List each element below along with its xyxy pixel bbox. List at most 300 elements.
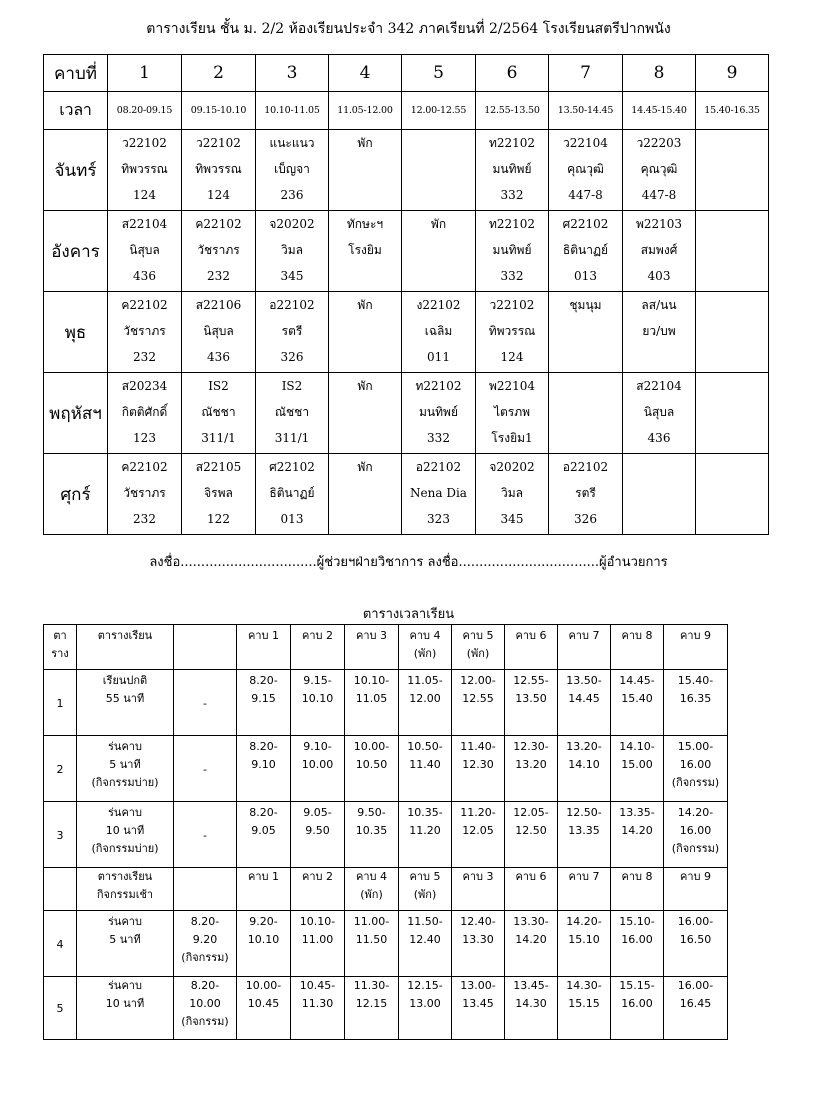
- bell-time-text: 9.05-: [303, 806, 332, 819]
- period-number: 6: [476, 55, 549, 92]
- time-slot: 10.10-11.05: [256, 92, 329, 130]
- time-slot: 12.55-13.50: [476, 92, 549, 130]
- bell-header-text: ราง: [51, 647, 69, 660]
- class-cell: [182, 454, 256, 535]
- bell-time-cell: [452, 670, 505, 736]
- class-cell-line: มนทิพย์: [492, 162, 532, 176]
- bell-time-cell: [664, 977, 728, 1040]
- bell-time-text: 15.00: [621, 758, 653, 771]
- bell-header-text: คาบ 6: [515, 870, 547, 883]
- bell-header-no: [44, 868, 77, 911]
- bell-time-text: 14.20: [621, 824, 653, 837]
- class-cell: [402, 211, 476, 292]
- class-cell-line: ท22102: [415, 379, 462, 393]
- bell-time-cell: [558, 911, 611, 977]
- class-cell-line: คุณวุฒิ: [567, 162, 604, 176]
- bell-time-text: 9.10-: [303, 740, 332, 753]
- class-cell-line: 311/1: [274, 431, 310, 445]
- bell-header-text: คาบ 2: [301, 629, 333, 642]
- bell-row-label: [77, 977, 174, 1040]
- class-cell-line: อ22102: [269, 298, 315, 312]
- class-cell: [329, 292, 402, 373]
- bell-label-text: ร่นคาบ: [108, 806, 142, 819]
- bell-period-header: [291, 625, 345, 670]
- class-cell: [476, 454, 549, 535]
- bell-time-text: 13.00: [409, 997, 441, 1010]
- time-slot: 13.50-14.45: [549, 92, 623, 130]
- class-cell: [256, 373, 329, 454]
- bell-header-text: คาบ 1: [247, 629, 279, 642]
- class-cell-line: ทักษะฯ: [346, 217, 384, 231]
- class-cell-line: ไตรภพ: [493, 405, 531, 419]
- day-row: [44, 454, 769, 535]
- bell-time-text: 12.05: [462, 824, 494, 837]
- time-row: [44, 92, 769, 130]
- bell-time-cell: [664, 670, 728, 736]
- class-cell-line: 436: [133, 269, 156, 283]
- bell-time-text: 8.20-: [249, 740, 278, 753]
- day-row: [44, 130, 769, 211]
- class-cell: [623, 130, 696, 211]
- bell-time-text: 13.50: [515, 692, 547, 705]
- bell-time-text: 10.50: [355, 758, 388, 771]
- bell-period-header: [237, 625, 291, 670]
- class-cell-line: 447-8: [568, 188, 603, 202]
- class-cell-line: 311/1: [201, 431, 236, 445]
- bell-period-header: [611, 625, 664, 670]
- class-cell-line: ส22104: [121, 217, 168, 231]
- bell-time-cell: [345, 911, 399, 977]
- bell-time-text: 14.45: [568, 692, 600, 705]
- bell-row-extra: [174, 977, 237, 1040]
- bell-row-no: 3: [44, 802, 77, 868]
- bell-time-cell: [505, 670, 558, 736]
- class-cell-line: ณัชชา: [274, 405, 310, 419]
- bell-time-text: 12.15: [355, 997, 388, 1010]
- bell-time-text: 12.15-: [407, 979, 443, 992]
- bell-time-text: 11.40-: [460, 740, 496, 753]
- bell-time-text: 10.00: [189, 997, 221, 1010]
- signature-line: ลงชื่อ.................................ผู้ช่วยฯฝ่ายวิชาการ ลงชื่อ..................................ผู้อำนวยการ: [149, 555, 668, 570]
- bell-time-cell: [611, 977, 664, 1040]
- bell-period-header: [664, 625, 728, 670]
- class-cell: [256, 454, 329, 535]
- class-cell-line: 323: [427, 512, 450, 526]
- bell-time-cell: [291, 802, 345, 868]
- class-cell-line: สมพงศ์: [640, 243, 678, 257]
- bell-time-cell: [505, 911, 558, 977]
- bell-row-no: 5: [44, 977, 77, 1040]
- bell-time-text: 16.00: [679, 824, 712, 837]
- bell-time-text: 9.50-: [357, 806, 386, 819]
- class-cell-line: ว22102: [122, 136, 167, 150]
- bell-time-text: 13.20: [515, 758, 547, 771]
- bell-time-text: (กิจกรรม): [671, 842, 720, 855]
- class-cell-line: 124: [500, 350, 524, 364]
- class-cell-line: 236: [280, 188, 304, 202]
- bell-row: [44, 977, 728, 1040]
- day-name: จันทร์: [44, 130, 108, 211]
- class-cell-line: ทิพวรรณ: [195, 162, 242, 176]
- bell-label-text: เรียนปกติ: [102, 674, 148, 687]
- class-cell: [696, 373, 769, 454]
- class-cell-line: จิรพล: [204, 486, 233, 500]
- day-row: [44, 211, 769, 292]
- bell-period-header: [452, 625, 505, 670]
- bell-time-text: 13.45: [462, 997, 494, 1010]
- class-cell-line: จ20202: [489, 460, 535, 474]
- bell-time-text: 16.00-: [677, 915, 714, 928]
- bell-row-no: 1: [44, 670, 77, 736]
- bell-time-text: 13.45-: [513, 979, 549, 992]
- bell-time-text: 14.20-: [677, 806, 714, 819]
- bell-time-cell: [345, 977, 399, 1040]
- class-cell-line: 124: [133, 188, 156, 202]
- bell-time-cell: [452, 802, 505, 868]
- class-cell-line: Nena Dia: [410, 486, 467, 500]
- period-number: 1: [108, 55, 182, 92]
- class-cell-line: 232: [133, 350, 156, 364]
- bell-time-text: 11.30-: [353, 979, 390, 992]
- class-cell: [256, 211, 329, 292]
- bell-row: [44, 802, 728, 868]
- bell-time-cell: [291, 670, 345, 736]
- time-slot: 08.20-09.15: [108, 92, 182, 130]
- bell-time-cell: [399, 802, 452, 868]
- bell-label-text: 5 นาที: [109, 758, 141, 771]
- class-cell-line: พ22103: [635, 217, 683, 231]
- bell-time-text: 15.40-: [677, 674, 714, 687]
- bell-time-text: 8.20-: [190, 915, 220, 928]
- class-cell: [549, 373, 623, 454]
- bell-header-text: คาบ 8: [621, 870, 653, 883]
- bell-time-text: 13.20-: [566, 740, 602, 753]
- bell-time-text: 12.50-: [566, 806, 602, 819]
- time-slot: 11.05-12.00: [329, 92, 402, 130]
- bell-period-header: [505, 868, 558, 911]
- class-cell-line: ศ22102: [562, 217, 609, 231]
- bell-header-text: ตารางเรียน: [97, 870, 153, 883]
- bell-time-text: 10.50-: [407, 740, 443, 753]
- bell-schedule-title: ตารางเวลาเรียน: [362, 607, 455, 622]
- bell-row: [44, 670, 728, 736]
- bell-label-text: (กิจกรรมบ่าย): [91, 776, 159, 789]
- bell-time-cell: [505, 802, 558, 868]
- bell-time-text: 10.10-: [299, 915, 336, 928]
- bell-period-header: [291, 868, 345, 911]
- class-cell-line: ท22102: [488, 136, 536, 150]
- bell-time-text: 10.10: [247, 933, 280, 946]
- bell-time-text: 14.30: [515, 997, 547, 1010]
- bell-header-text: คาบ 9: [679, 870, 711, 883]
- class-cell-line: 403: [647, 269, 671, 283]
- class-cell: [402, 373, 476, 454]
- bell-header-text: คาบ 1: [247, 870, 279, 883]
- period-number: 4: [329, 55, 402, 92]
- bell-time-text: 16.00: [621, 933, 653, 946]
- class-cell-line: มนทิพย์: [492, 243, 532, 257]
- class-cell: [329, 130, 402, 211]
- class-cell-line: วัชราภร: [123, 324, 166, 338]
- class-cell-line: รตรี: [281, 324, 303, 338]
- bell-time-cell: [291, 911, 345, 977]
- bell-period-header: [558, 868, 611, 911]
- class-cell-line: ว22203: [636, 136, 682, 150]
- bell-time-cell: [558, 670, 611, 736]
- class-cell-line: 123: [133, 431, 156, 445]
- bell-time-text: 9.15: [251, 692, 276, 705]
- bell-time-text: 15.10-: [619, 915, 655, 928]
- class-cell: [182, 373, 256, 454]
- bell-time-text: 15.15-: [619, 979, 655, 992]
- class-cell-line: IS2: [208, 379, 229, 393]
- bell-time-text: 12.30-: [513, 740, 549, 753]
- bell-schedule-table: [43, 624, 728, 1040]
- bell-time-cell: [505, 977, 558, 1040]
- bell-time-text: (กิจกรรม): [181, 951, 229, 964]
- class-cell-line: 326: [280, 350, 304, 364]
- class-cell-line: ทิพวรรณ: [488, 324, 536, 338]
- bell-header-text: ตารางเรียน: [97, 629, 153, 642]
- day-row: [44, 292, 769, 373]
- class-cell: [329, 454, 402, 535]
- class-cell-line: ส22106: [195, 298, 242, 312]
- period-header-row: [44, 55, 769, 92]
- class-cell: [402, 292, 476, 373]
- bell-time-text: 14.10-: [619, 740, 655, 753]
- bell-time-text: 9.50: [305, 824, 330, 837]
- bell-time-text: 10.35-: [407, 806, 443, 819]
- bell-time-text: 12.40: [409, 933, 441, 946]
- bell-header-text: (พัก): [466, 647, 490, 660]
- class-cell-line: อ22102: [415, 460, 462, 474]
- bell-time-cell: [452, 736, 505, 802]
- bell-header-label: [77, 625, 174, 670]
- bell-time-cell: [345, 670, 399, 736]
- bell-time-text: 11.20-: [460, 806, 496, 819]
- class-cell-line: 326: [574, 512, 597, 526]
- bell-time-text: 15.10: [568, 933, 600, 946]
- class-cell: [182, 292, 256, 373]
- bell-header-text: คาบ 6: [515, 629, 547, 642]
- bell-time-text: 15.40: [621, 692, 653, 705]
- bell-time-text: 16.35: [679, 692, 712, 705]
- bell-time-cell: [291, 977, 345, 1040]
- bell-time-text: 11.00-: [353, 915, 390, 928]
- bell-time-text: 16.50: [679, 933, 712, 946]
- bell-time-text: 11.05-: [407, 674, 443, 687]
- bell-row-label: [77, 670, 174, 736]
- bell-time-text: 11.05: [355, 692, 388, 705]
- class-cell-line: ธิตินาฏย์: [269, 486, 315, 500]
- class-cell-line: ว22102: [196, 136, 241, 150]
- bell-row: [44, 736, 728, 802]
- bell-time-text: 11.40: [409, 758, 441, 771]
- bell-time-text: 13.00-: [460, 979, 496, 992]
- bell-time-cell: [399, 736, 452, 802]
- class-cell-line: 013: [280, 512, 304, 526]
- bell-row-extra: -: [174, 670, 237, 736]
- class-cell: [623, 211, 696, 292]
- bell-label-text: (กิจกรรมบ่าย): [91, 842, 159, 855]
- class-cell-line: 332: [500, 269, 524, 283]
- bell-time-cell: [505, 736, 558, 802]
- bell-header-text: คาบ 4: [409, 629, 441, 642]
- class-cell-line: โรงยิม: [348, 243, 382, 257]
- day-row: [44, 373, 769, 454]
- bell-period-header: [611, 868, 664, 911]
- bell-row-label: [77, 802, 174, 868]
- bell-time-cell: [664, 802, 728, 868]
- class-cell: [256, 130, 329, 211]
- bell-time-cell: [237, 911, 291, 977]
- day-name: ศุกร์: [44, 454, 108, 535]
- bell-time-text: 15.15: [568, 997, 600, 1010]
- class-cell: [696, 211, 769, 292]
- bell-time-text: 11.50-: [407, 915, 443, 928]
- class-cell: [696, 292, 769, 373]
- bell-label-text: ร่นคาบ: [108, 979, 142, 992]
- class-cell-line: นิสุบล: [643, 405, 675, 419]
- bell-period-header: [399, 625, 452, 670]
- bell-period-header: [345, 868, 399, 911]
- bell-time-text: (กิจกรรม): [671, 776, 720, 789]
- class-cell-line: วิมล: [500, 486, 523, 500]
- class-cell: [549, 130, 623, 211]
- class-cell: [402, 130, 476, 211]
- class-cell: [696, 130, 769, 211]
- bell-header-text: (พัก): [413, 647, 437, 660]
- class-cell-line: ค22102: [121, 460, 168, 474]
- time-slot: 09.15-10.10: [182, 92, 256, 130]
- class-cell: [108, 454, 182, 535]
- bell-label-text: 10 นาที: [105, 824, 145, 837]
- bell-time-text: 13.35-: [619, 806, 655, 819]
- class-cell: [476, 130, 549, 211]
- bell-header-text: คาบ 2: [301, 870, 333, 883]
- class-cell-line: วัชราภร: [123, 486, 166, 500]
- bell-period-header: [399, 868, 452, 911]
- bell-header-text: คาบ 7: [568, 629, 600, 642]
- bell-time-text: 12.00: [409, 692, 441, 705]
- bell-header-text: คาบ 4: [355, 870, 387, 883]
- class-cell-line: ลส/นน: [641, 298, 677, 312]
- bell-label-text: 55 นาที: [105, 692, 145, 705]
- day-name: พฤหัสฯ: [44, 373, 108, 454]
- bell-period-header: [237, 868, 291, 911]
- bell-time-text: 8.20-: [249, 806, 278, 819]
- bell-header-row: [44, 625, 728, 670]
- bell-header-text: คาบ 3: [355, 629, 387, 642]
- class-cell: [108, 292, 182, 373]
- day-name: อังคาร: [44, 211, 108, 292]
- bell-time-cell: [237, 670, 291, 736]
- period-number: 9: [696, 55, 769, 92]
- class-cell-line: โรงยิม1: [491, 431, 533, 445]
- bell-time-text: 10.10-: [353, 674, 390, 687]
- class-cell-line: ว22102: [489, 298, 535, 312]
- bell-row-no: 4: [44, 911, 77, 977]
- bell-header-extra: [174, 625, 237, 670]
- class-cell-line: 124: [207, 188, 230, 202]
- class-cell: [329, 373, 402, 454]
- page-title: ตารางเรียน ชั้น ม. 2/2 ห้องเรียนประจำ 342 ภาคเรียนที่ 2/2564 โรงเรียนสตรีปากพนัง: [146, 21, 671, 37]
- class-cell-line: 436: [207, 350, 230, 364]
- class-cell-line: ชุมนุม: [569, 298, 602, 312]
- bell-time-cell: [611, 802, 664, 868]
- class-cell-line: IS2: [281, 379, 303, 393]
- bell-time-cell: [611, 670, 664, 736]
- class-cell-line: มนทิพย์: [419, 405, 458, 419]
- class-cell: [623, 454, 696, 535]
- class-cell-line: คุณวุฒิ: [640, 162, 678, 176]
- bell-period-header: [345, 625, 399, 670]
- class-cell-line: 232: [133, 512, 156, 526]
- bell-time-cell: [237, 736, 291, 802]
- bell-time-cell: [237, 802, 291, 868]
- bell-time-text: 12.00-: [460, 674, 496, 687]
- class-cell-line: 345: [280, 269, 304, 283]
- class-cell-line: วิมล: [280, 243, 303, 257]
- class-cell-line: วัชราภร: [197, 243, 240, 257]
- class-cell: [402, 454, 476, 535]
- bell-period-header: [452, 868, 505, 911]
- bell-header-extra: [174, 868, 237, 911]
- class-cell: [476, 292, 549, 373]
- class-cell-line: ศ22102: [269, 460, 315, 474]
- period-header-label: คาบที่: [44, 55, 108, 92]
- bell-header-row: [44, 868, 728, 911]
- period-number: 2: [182, 55, 256, 92]
- bell-time-cell: [558, 736, 611, 802]
- class-cell-line: พัก: [357, 136, 373, 150]
- class-cell-line: 332: [427, 431, 450, 445]
- bell-time-text: 13.35: [568, 824, 600, 837]
- bell-time-text: 14.20-: [566, 915, 602, 928]
- class-cell-line: ทิพวรรณ: [121, 162, 168, 176]
- class-cell: [182, 130, 256, 211]
- bell-row-label: [77, 736, 174, 802]
- bell-row-extra: -: [174, 802, 237, 868]
- bell-time-text: 12.30: [462, 758, 494, 771]
- bell-header-text: คาบ 5: [409, 870, 441, 883]
- class-cell-line: ง22102: [416, 298, 461, 312]
- bell-time-text: (กิจกรรม): [181, 1015, 229, 1028]
- bell-header-text: คาบ 8: [621, 629, 653, 642]
- bell-time-text: 11.30: [301, 997, 334, 1010]
- bell-time-text: 13.30: [462, 933, 494, 946]
- bell-header-text: คาบ 5: [462, 629, 494, 642]
- bell-time-cell: [558, 977, 611, 1040]
- class-cell-line: 013: [574, 269, 597, 283]
- time-label: เวลา: [44, 92, 108, 130]
- bell-label-text: ร่นคาบ: [108, 740, 142, 753]
- bell-time-text: 16.00-: [677, 979, 714, 992]
- bell-time-text: 10.45-: [299, 979, 336, 992]
- time-slot: 12.00-12.55: [402, 92, 476, 130]
- bell-time-text: 13.30-: [513, 915, 549, 928]
- class-cell-line: 332: [500, 188, 524, 202]
- class-cell-line: ส20234: [121, 379, 168, 393]
- bell-row-extra: -: [174, 736, 237, 802]
- class-cell-line: แนะแนว: [269, 136, 315, 150]
- class-cell-line: 122: [207, 512, 230, 526]
- class-cell: [549, 292, 623, 373]
- bell-time-text: 11.20: [409, 824, 441, 837]
- bell-time-text: 12.40-: [460, 915, 496, 928]
- bell-label-text: ร่นคาบ: [108, 915, 142, 928]
- class-cell-line: ธิตินาฏย์: [562, 243, 609, 257]
